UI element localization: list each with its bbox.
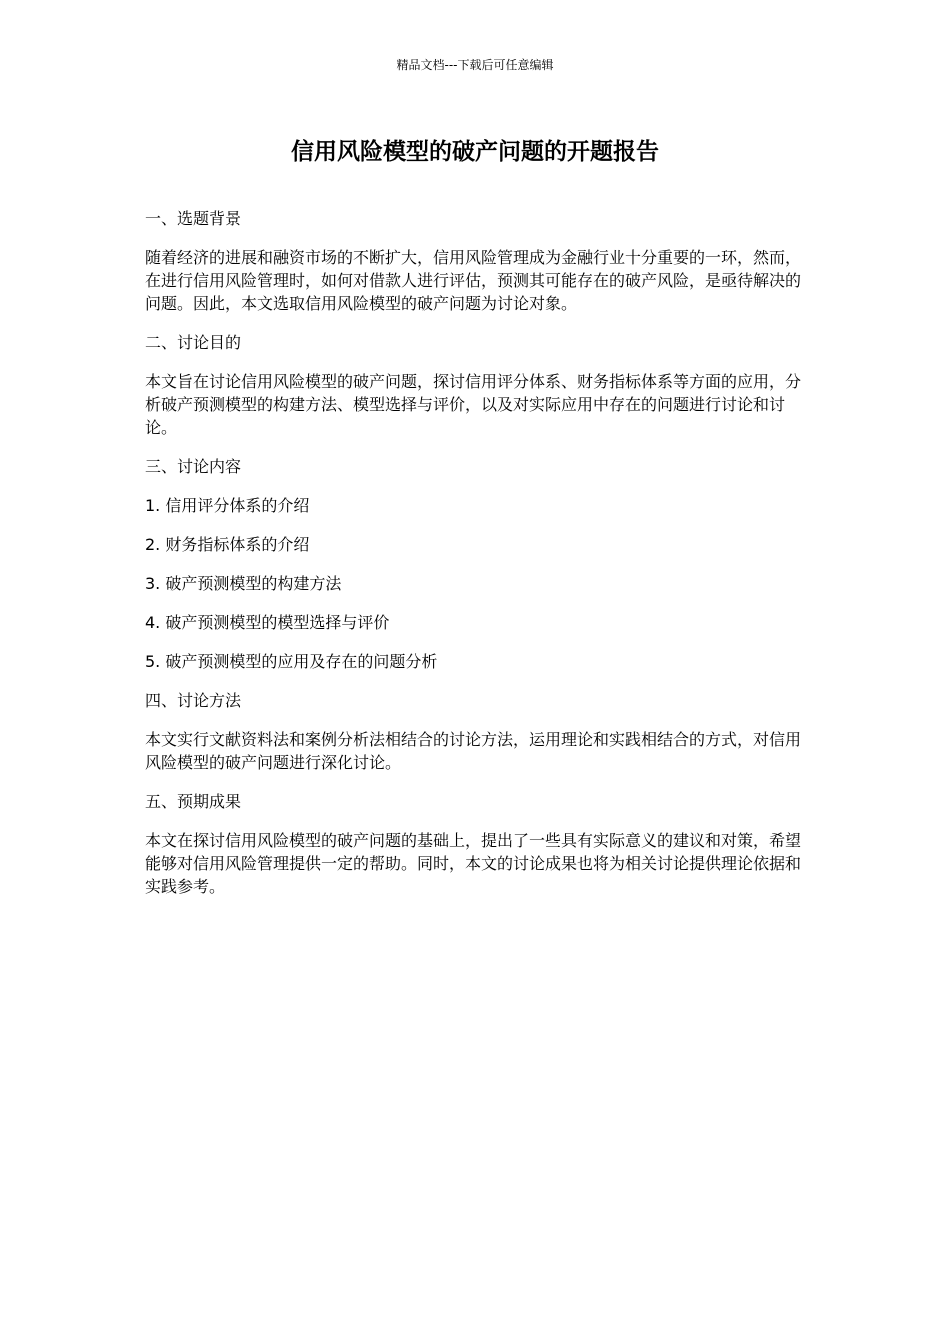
document-title: 信用风险模型的破产问题的开题报告 bbox=[291, 139, 659, 165]
section-body-background: 随着经济的进展和融资市场的不断扩大，信用风险管理成为金融行业十分重要的一环，然而，在进行信用风险管理时，如何对借款人进行评估，预测其可能存在的破产风险，是亟待解决的问题。因此，本文选取信用风险模型的破产问题为讨论对象。 bbox=[145, 248, 802, 313]
document-body bbox=[145, 207, 805, 914]
header-note: 精品文档---下载后可任意编辑 bbox=[396, 58, 554, 72]
list-item: 1. 信用评分体系的介绍 bbox=[145, 496, 310, 515]
section-body-purpose: 本文旨在讨论信用风险模型的破产问题，探讨信用评分体系、财务指标体系等方面的应用，分析破产预测模型的构建方法、模型选择与评价，以及对实际应用中存在的问题进行讨论和讨论。 bbox=[145, 372, 802, 437]
list-item: 2. 财务指标体系的介绍 bbox=[145, 535, 310, 554]
list-item: 5. 破产预测模型的应用及存在的问题分析 bbox=[145, 652, 438, 671]
section-heading-method: 四、讨论方法 bbox=[145, 691, 242, 710]
section-heading-outcome: 五、预期成果 bbox=[145, 792, 242, 811]
section-heading-background: 一、选题背景 bbox=[145, 209, 242, 228]
section-heading-purpose: 二、讨论目的 bbox=[145, 333, 242, 352]
section-body-method: 本文实行文献资料法和案例分析法相结合的讨论方法，运用理论和实践相结合的方式，对信用风险模型的破产问题进行深化讨论。 bbox=[145, 730, 802, 772]
section-body-outcome: 本文在探讨信用风险模型的破产问题的基础上，提出了一些具有实际意义的建议和对策，希望能够对信用风险管理提供一定的帮助。同时，本文的讨论成果也将为相关讨论提供理论依据和实践参考。 bbox=[145, 831, 802, 896]
list-item: 3. 破产预测模型的构建方法 bbox=[145, 574, 342, 593]
section-heading-content: 三、讨论内容 bbox=[145, 457, 242, 476]
list-item: 4. 破产预测模型的模型选择与评价 bbox=[145, 613, 390, 632]
